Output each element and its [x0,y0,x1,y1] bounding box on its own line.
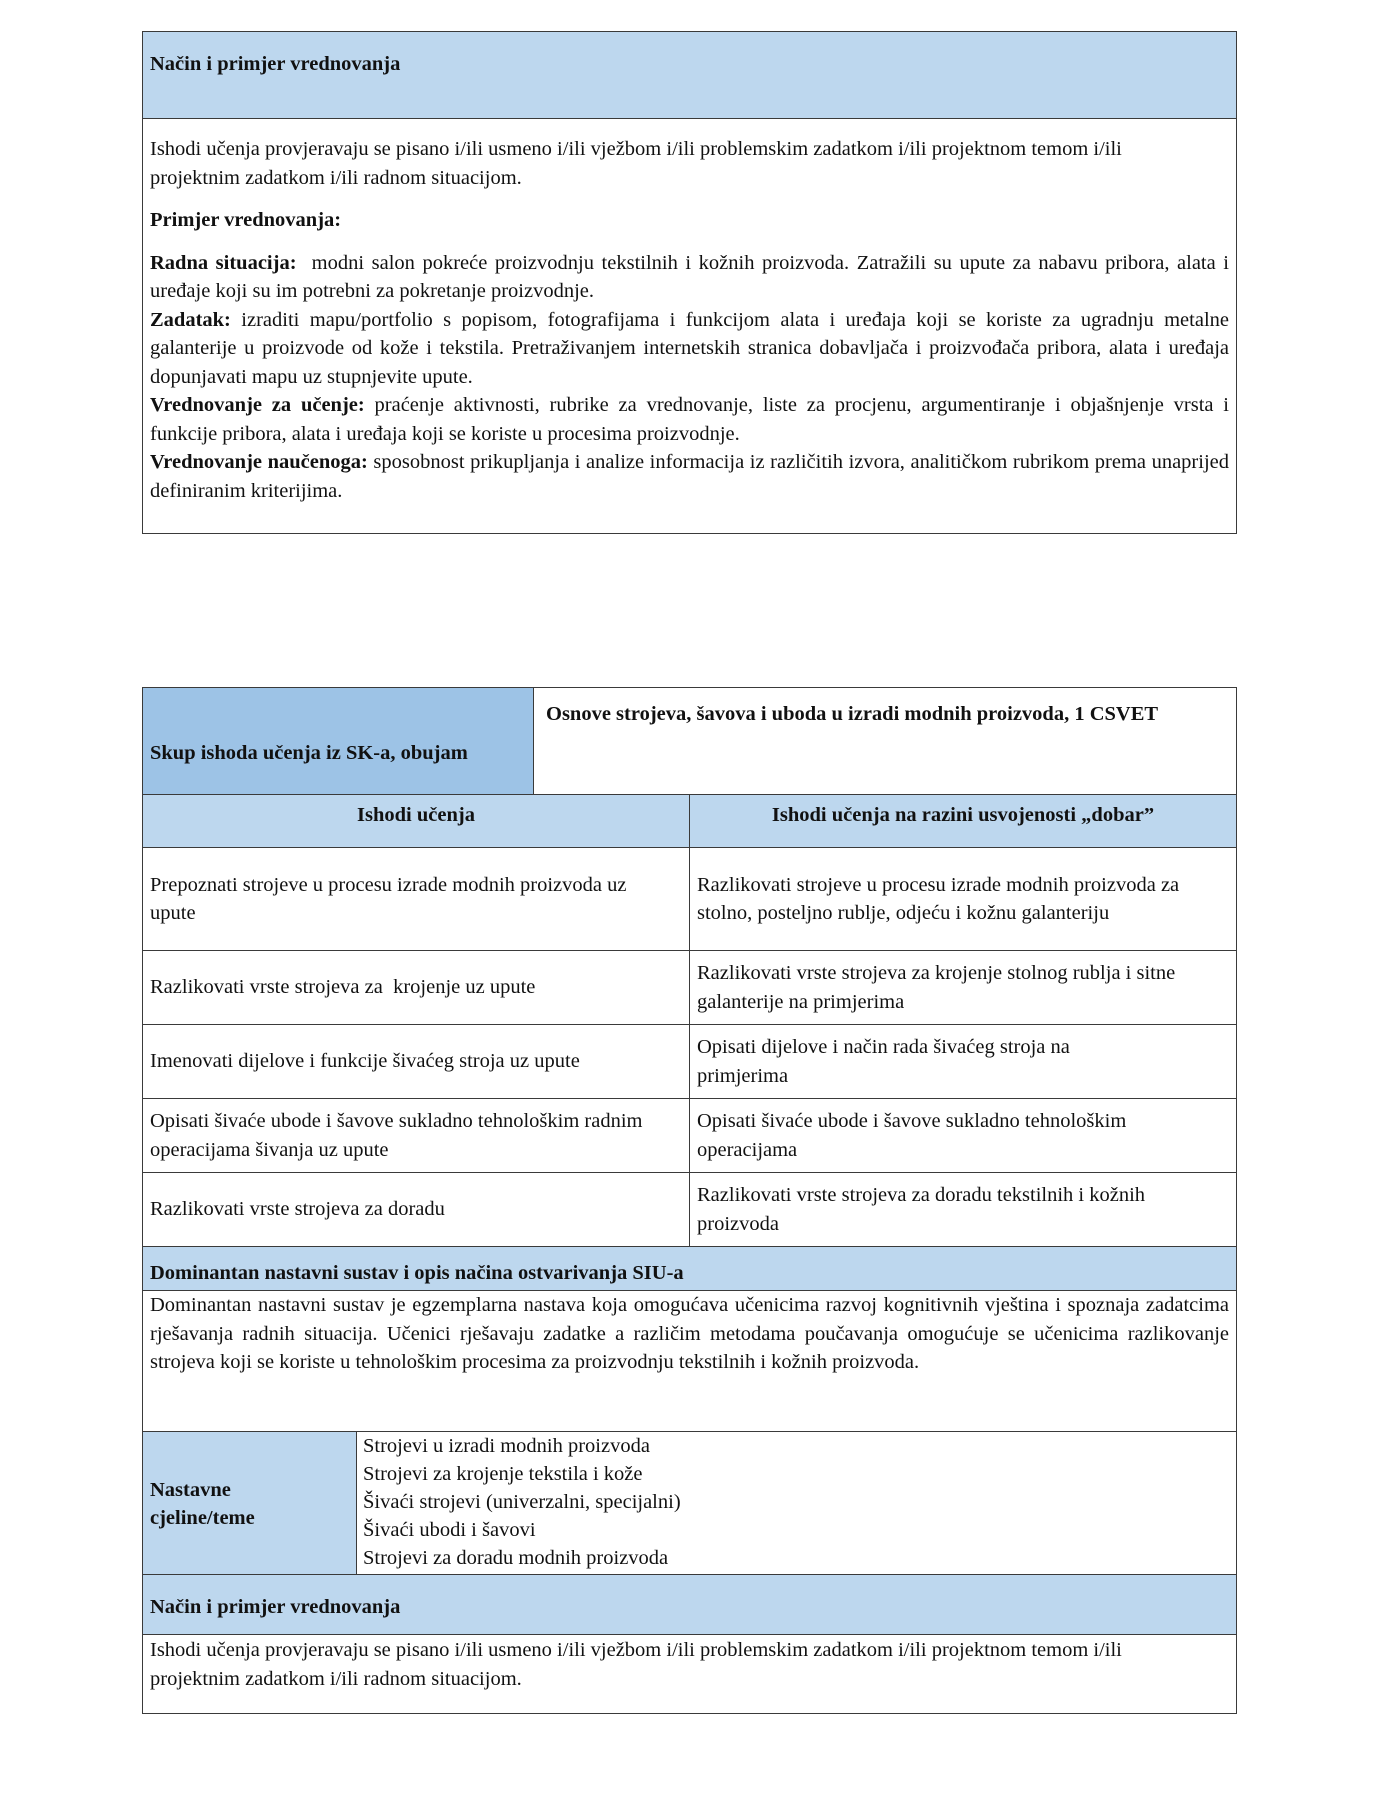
evaluation-header-text: Način i primjer vrednovanja [150,53,401,75]
column-header-good-level [689,795,1236,847]
teaching-units-label-text: Nastavne cjeline/teme [150,1478,255,1529]
outcome-row [143,1024,1236,1098]
evaluation2-text: Ishodi učenja provjeravaju se pisano i/ili usmeno i/ili vježbom i/ili problemskim zadatkom i/ili projektnom temom i/ili projektnim zadatkom i/ili radnom situacijom. [143,1634,1236,1693]
column-header-text: Ishodi učenja [357,804,475,826]
column-header-outcomes [143,795,689,847]
paragraph-label: Vrednovanje naučenoga: [150,451,368,473]
teaching-system-header [143,1246,1236,1290]
good-level-cell: Razlikovati strojeve u procesu izrade modnih proizvoda za stolno, posteljno rublje, odjeću i kožnu galanteriju [689,848,1236,950]
outcome-set-label [143,688,533,794]
paragraph-label: Zadatak: [150,308,231,331]
teaching-system-header-text: Dominantan nastavni sustav i opis načina ostvarivanja SIU-a [150,1262,684,1284]
outcome-set-value [533,688,1236,794]
outcome-cell: Imenovati dijelove i funkcije šivaćeg stroja uz upute [150,1050,580,1073]
outcome-cell: Prepoznati strojeve u procesu izrade modnih proizvoda uz upute [150,873,627,924]
outcome-cell: Razlikovati vrste strojeva za krojenje uz upute [150,976,536,999]
evaluation-intro: Ishodi učenja provjeravaju se pisano i/ili usmeno i/ili vježbom i/ili problemskim zadatkom i/ili projektnom temom i/ili projektnim zadatkom i/ili radnom situacijom. [150,138,1122,189]
paragraph-vrednovanje-naucenoga [150,448,1229,505]
outcome-row [143,1172,1236,1246]
outcome-row [143,950,1236,1024]
paragraph-text: izraditi mapu/portfolio s popisom, fotografijama i funkcijom alata i uređaja koji se koriste za ugradnju metalne galanterije u proizvode od kože i tekstila. Pretraživanjem internetskih stranica dobavljača i proizvođača pribora, alata i uređaja dopunjavati mapu uz stupnjevite upute. [150,308,1229,388]
paragraph-text: sposobnost prikupljanja i analize informacija iz različitih izvora, analitičkom rubrikom prema unaprijed definiranim kriterijima. [150,451,1229,502]
good-level-cell: Opisati šivaće ubode i šavove sukladno tehnološkim operacijama [689,1099,1236,1172]
outcome-set-row [143,688,1236,794]
evaluation2-header [143,1574,1236,1634]
learning-outcomes-table [142,687,1237,1714]
example-paragraphs [150,249,1235,506]
paragraph-zadatak [150,306,1229,392]
paragraph-text: praćenje aktivnosti, rubrike za vrednovanje, liste za procjenu, argumentiranje i objašnjenje vrsta i funkcije pribora, alata i uređaja koji se koriste u procesima proizvodnje. [150,394,1229,445]
teaching-unit-item: Šivaći ubodi i šavovi [363,1519,536,1541]
outcome-set-label-text: Skup ishoda učenja iz SK-a, obujam [150,741,468,764]
teaching-unit-item: Strojevi za doradu modnih proizvoda [363,1547,669,1569]
example-title: Primjer vrednovanja: [150,209,342,231]
outcome-set-value-text: Osnove strojeva, šavova i uboda u izradi modnih proizvoda, 1 CSVET [546,703,1159,725]
paragraph-label: Vrednovanje za učenje: [150,394,365,416]
evaluation-body [143,118,1236,505]
outcome-cell: Razlikovati vrste strojeva za doradu [150,1198,445,1221]
teaching-system-text: Dominantan nastavni sustav je egzemplarna nastava koja omogućava učenicima razvoj kognitivnih vještina i spoznaja zadatcima rješavanja radnih situacija. Učenici rješavaju zadatke a različim metodama poučavanja omogućuje se učenicima razlikovanje strojeva koji se koriste u tehnološkim procesima za proizvodnju tekstilnih i kožnih proizvoda. [143,1290,1236,1431]
evaluation-header [143,32,1236,118]
teaching-unit-item: Šivaći strojevi (univerzalni, specijalni) [363,1491,681,1513]
paragraph-vrednovanje-za-ucenje [150,391,1229,448]
teaching-units-row [143,1431,1236,1574]
outcome-column-headers [143,794,1236,847]
good-level-cell: Razlikovati vrste strojeva za doradu tekstilnih i kožnih proizvoda [689,1173,1236,1246]
paragraph-radna-situacija [150,249,1235,306]
outcome-cell: Opisati šivaće ubode i šavove sukladno tehnološkim radnim operacijama šivanja uz upute [150,1110,643,1161]
good-level-cell: Razlikovati vrste strojeva za krojenje stolnog rublja i sitne galanterije na primjerima [689,951,1236,1024]
paragraph-label: Radna situacija: [150,251,297,274]
good-level-cell: Opisati dijelove i način rada šivaćeg stroja na primjerima [689,1025,1236,1098]
teaching-units-list [356,1432,1236,1574]
evaluation-table [142,31,1237,534]
teaching-unit-item: Strojevi za krojenje tekstila i kože [363,1463,643,1485]
teaching-units-label [143,1432,356,1574]
teaching-unit-item: Strojevi u izradi modnih proizvoda [363,1435,650,1457]
column-header-text: Ishodi učenja na razini usvojenosti „dobar” [771,804,1155,826]
outcome-row [143,1098,1236,1172]
outcome-row [143,847,1236,950]
evaluation2-header-text: Način i primjer vrednovanja [150,1596,401,1618]
paragraph-text: modni salon pokreće proizvodnju tekstilnih i kožnih proizvoda. Zatražili su upute za nabavu pribora, alata i uređaje koji su im potrebni za pokretanje proizvodnje. [150,251,1235,302]
